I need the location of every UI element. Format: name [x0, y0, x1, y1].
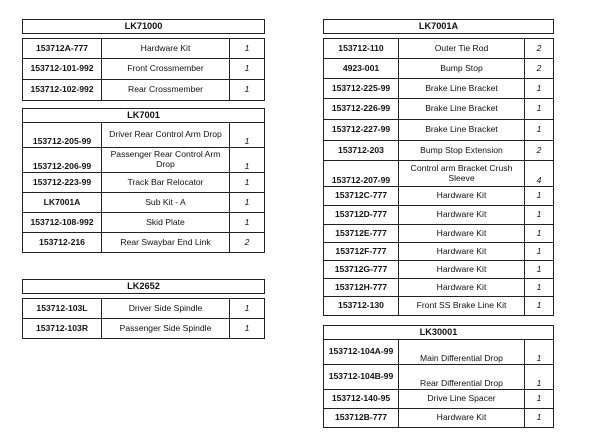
part-number: 153712-103R	[23, 319, 102, 339]
table-row	[324, 261, 554, 279]
part-description: Skid Plate	[102, 213, 230, 233]
part-quantity: 1	[230, 59, 265, 80]
part-number: 153712-227-99	[324, 120, 399, 141]
table-row	[324, 225, 554, 243]
part-number: 153712-110	[324, 39, 399, 59]
table-row	[324, 206, 554, 225]
part-quantity: 2	[525, 39, 554, 59]
part-description: Hardware Kit	[399, 243, 525, 261]
part-quantity: 1	[525, 225, 554, 243]
part-description: Outer Tie Rod	[399, 39, 525, 59]
part-description: Hardware Kit	[102, 39, 230, 59]
part-number: 153712-216	[23, 233, 102, 253]
part-quantity: 1	[525, 261, 554, 279]
part-description: Passenger Side Spindle	[102, 319, 230, 339]
part-number: 153712-203	[324, 141, 399, 161]
part-quantity: 1	[525, 206, 554, 225]
table-row	[324, 120, 554, 141]
part-number: 153712-102-992	[23, 80, 102, 101]
part-description: Main Differential Drop	[399, 340, 525, 365]
table-row	[324, 390, 554, 409]
table-title: LK7001A	[324, 20, 554, 34]
table-row	[324, 340, 554, 365]
part-description: Rear Swaybar End Link	[102, 233, 230, 253]
kit-table-lk7001a	[323, 19, 554, 316]
part-quantity: 1	[525, 99, 554, 120]
part-description: Passenger Rear Control Arm Drop	[102, 148, 230, 173]
table-row	[23, 213, 265, 233]
part-description: Front SS Brake Line Kit	[399, 297, 525, 316]
part-description: Control arm Bracket Crush Sleeve	[399, 161, 525, 187]
table-row	[324, 187, 554, 206]
table-row	[23, 59, 265, 80]
part-quantity: 2	[230, 233, 265, 253]
part-quantity: 1	[525, 365, 554, 390]
part-description: Drive Line Spacer	[399, 390, 525, 409]
part-description: Hardware Kit	[399, 279, 525, 297]
kit-table-lk71000	[22, 19, 265, 101]
part-number: 153712-101-992	[23, 59, 102, 80]
part-number: 153712D-777	[324, 206, 399, 225]
part-number: 153712-206-99	[23, 148, 102, 173]
table-row	[23, 123, 265, 148]
part-description: Hardware Kit	[399, 225, 525, 243]
part-description: Hardware Kit	[399, 261, 525, 279]
part-quantity: 1	[525, 297, 554, 316]
part-description: Rear Crossmember	[102, 80, 230, 101]
part-description: Driver Side Spindle	[102, 299, 230, 319]
part-quantity: 1	[230, 80, 265, 101]
part-number: 153712E-777	[324, 225, 399, 243]
table-row	[23, 299, 265, 319]
part-quantity: 1	[525, 279, 554, 297]
part-number: 153712-205-99	[23, 123, 102, 148]
part-description: Sub Kit - A	[102, 193, 230, 213]
kit-table-lk2652	[22, 279, 265, 339]
table-row	[324, 297, 554, 316]
part-quantity: 1	[525, 243, 554, 261]
part-number: 153712-104A-99	[324, 340, 399, 365]
kit-table-lk7001	[22, 108, 265, 253]
part-number: 153712C-777	[324, 187, 399, 206]
part-quantity: 1	[230, 148, 265, 173]
part-number: 153712-108-992	[23, 213, 102, 233]
table-row	[324, 59, 554, 79]
table-row	[324, 39, 554, 59]
table-row	[23, 148, 265, 173]
part-number: 153712-140-95	[324, 390, 399, 409]
part-quantity: 1	[230, 213, 265, 233]
part-number: 153712G-777	[324, 261, 399, 279]
part-description: Brake Line Bracket	[399, 79, 525, 99]
part-quantity: 1	[230, 299, 265, 319]
part-description: Bump Stop	[399, 59, 525, 79]
part-quantity: 1	[230, 173, 265, 193]
table-row	[324, 161, 554, 187]
table-row	[324, 279, 554, 297]
table-title: LK2652	[23, 280, 265, 294]
table-row	[324, 243, 554, 261]
part-description: Rear Differential Drop	[399, 365, 525, 390]
table-title: LK7001	[23, 109, 265, 123]
part-number: 153712-225-99	[324, 79, 399, 99]
part-quantity: 1	[230, 193, 265, 213]
part-description: Front Crossmember	[102, 59, 230, 80]
part-number: 153712-104B-99	[324, 365, 399, 390]
part-description: Brake Line Bracket	[399, 120, 525, 141]
table-row	[23, 80, 265, 101]
part-quantity: 4	[525, 161, 554, 187]
part-description: Hardware Kit	[399, 187, 525, 206]
table-row	[23, 173, 265, 193]
part-quantity: 1	[525, 79, 554, 99]
part-quantity: 1	[230, 319, 265, 339]
table-title: LK30001	[324, 326, 554, 340]
part-description: Bump Stop Extension	[399, 141, 525, 161]
table-row	[324, 99, 554, 120]
part-quantity: 1	[525, 340, 554, 365]
part-number: 153712-226-99	[324, 99, 399, 120]
part-quantity: 1	[525, 187, 554, 206]
part-quantity: 2	[525, 59, 554, 79]
part-description: Hardware Kit	[399, 409, 525, 428]
part-description: Hardware Kit	[399, 206, 525, 225]
part-number: LK7001A	[23, 193, 102, 213]
table-row	[324, 365, 554, 390]
part-number: 153712B-777	[324, 409, 399, 428]
table-row	[324, 79, 554, 99]
table-row	[23, 233, 265, 253]
part-description: Driver Rear Control Arm Drop	[102, 123, 230, 148]
part-quantity: 1	[525, 120, 554, 141]
table-row	[23, 39, 265, 59]
part-quantity: 1	[525, 409, 554, 428]
part-description: Brake Line Bracket	[399, 99, 525, 120]
table-row	[23, 193, 265, 213]
table-row	[23, 319, 265, 339]
table-title: LK71000	[23, 20, 265, 34]
part-number: 153712F-777	[324, 243, 399, 261]
part-number: 4923-001	[324, 59, 399, 79]
table-row	[324, 409, 554, 428]
part-number: 153712A-777	[23, 39, 102, 59]
part-number: 153712H-777	[324, 279, 399, 297]
part-description: Track Bar Relocator	[102, 173, 230, 193]
part-number: 153712-223-99	[23, 173, 102, 193]
kit-table-lk30001	[323, 325, 554, 428]
part-quantity: 1	[230, 39, 265, 59]
part-quantity: 1	[525, 390, 554, 409]
part-quantity: 2	[525, 141, 554, 161]
table-row	[324, 141, 554, 161]
part-number: 153712-103L	[23, 299, 102, 319]
part-quantity: 1	[230, 123, 265, 148]
part-number: 153712-207-99	[324, 161, 399, 187]
part-number: 153712-130	[324, 297, 399, 316]
